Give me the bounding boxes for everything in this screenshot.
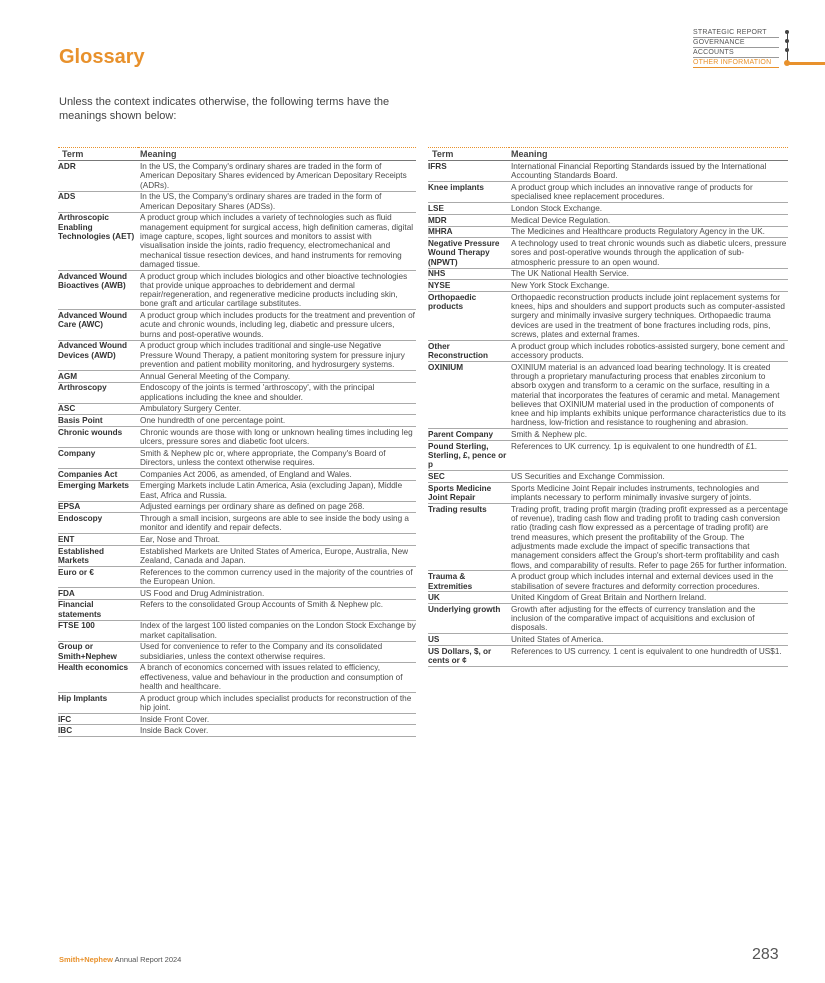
glossary-term: Arthroscopy [58, 382, 138, 403]
glossary-term: ENT [58, 534, 138, 546]
glossary-meaning: A product group which includes specialist products for reconstruction of the hip joint. [138, 692, 416, 713]
glossary-term: LSE [428, 203, 509, 215]
glossary-meaning: The UK National Health Service. [509, 268, 788, 280]
glossary-meaning: United Kingdom of Great Britain and Northern Ireland. [509, 592, 788, 604]
glossary-meaning: A product group which includes internal and external devices used in the stabilisation of severe fractures and deformity correction procedures. [509, 571, 788, 592]
glossary-row [58, 270, 416, 310]
glossary-row [428, 441, 788, 471]
glossary-meaning: A product group which includes traditional and single-use Negative Pressure Wound Therapy, a patient monitoring system for pressure injury prevention and patient mobility monitoring, and hydrosurgery systems. [138, 340, 416, 370]
glossary-meaning: A product group which includes a variety of technologies such as fluid management equipment for surgical access, high definition cameras, digital image capture, scopes, light sources and monitors to assist with visualisation inside the joints, radio frequency, electromechanical and mechanical tissue resection devices, and hand instruments for removing damaged tissue. [138, 212, 416, 270]
glossary-term: US Dollars, $, or cents or ¢ [428, 646, 509, 667]
glossary-term: EPSA [58, 501, 138, 513]
glossary-term: Orthopaedic products [428, 291, 509, 340]
glossary-meaning: Inside Back Cover. [138, 725, 416, 737]
glossary-term: SEC [428, 471, 509, 483]
table-header-row [58, 148, 416, 161]
glossary-row [58, 310, 416, 340]
glossary-row [58, 641, 416, 662]
glossary-meaning: One hundredth of one percentage point. [138, 415, 416, 427]
glossary-term: Euro or € [58, 566, 138, 587]
term-column-header: Term [58, 148, 138, 161]
glossary-row [428, 280, 788, 292]
glossary-term: IFRS [428, 161, 509, 182]
glossary-meaning: Chronic wounds are those with long or unknown healing times including leg ulcers, pressure sores and diabetic foot ulcers. [138, 426, 416, 447]
glossary-term: Health economics [58, 662, 138, 692]
glossary-term: Arthroscopic Enabling Technologies (AET) [58, 212, 138, 270]
glossary-row [58, 662, 416, 692]
glossary-row [428, 429, 788, 441]
glossary-row [58, 382, 416, 403]
glossary-row [58, 370, 416, 382]
nav-other-information[interactable]: OTHER INFORMATION [693, 58, 779, 68]
glossary-row [428, 291, 788, 340]
glossary-meaning: Trading profit, trading profit margin (trading profit expressed as a percentage of revenue), trading cash flow and trading profit to trading cash conversion ratio (trading cash flow expressed as a percentage of trading profit) are trend measures, which present the profitability of the Group. The adjustments made exclude the impact of specific transactions that management considers affect the Group's short-term profitability and cash flows, and comparability of results. Refer to page 265 for further information. [511, 504, 788, 570]
glossary-term: Parent Company [428, 429, 509, 441]
nav-active-bar [787, 62, 825, 65]
glossary-term: Trading results [428, 503, 509, 570]
glossary-meaning: Used for convenience to refer to the Company and its consolidated subsidiaries, unless the context otherwise requires. [138, 641, 416, 662]
glossary-row [428, 592, 788, 604]
glossary-row [428, 203, 788, 215]
glossary-meaning: A product group which includes robotics-assisted surgery, bone cement and accessory products. [509, 340, 788, 361]
glossary-meaning: Inside Front Cover. [138, 713, 416, 725]
glossary-row [428, 482, 788, 503]
glossary-term: Advanced Wound Bioactives (AWB) [58, 270, 138, 310]
nav-dot-icon [785, 48, 789, 52]
glossary-meaning: London Stock Exchange. [509, 203, 788, 215]
glossary-row [58, 415, 416, 427]
glossary-meaning: Endoscopy of the joints is termed 'arthroscopy', with the principal applications including the knee and shoulder. [138, 382, 416, 403]
nav-dot-icon [785, 39, 789, 43]
glossary-meaning: United States of America. [509, 634, 788, 646]
glossary-row [58, 620, 416, 641]
glossary-term: Pound Sterling, Sterling, £, pence or p [428, 441, 509, 471]
glossary-row [58, 426, 416, 447]
glossary-term: IFC [58, 713, 138, 725]
glossary-meaning: Growth after adjusting for the effects of currency translation and the inclusion of the comparative impact of acquisitions and exclusion of disposals. [509, 604, 788, 634]
glossary-term: Other Reconstruction [428, 340, 509, 361]
glossary-table-right [428, 147, 788, 667]
glossary-meaning: Companies Act 2006, as amended, of England and Wales. [138, 468, 416, 480]
glossary-row [428, 361, 788, 428]
glossary-row [58, 403, 416, 415]
meaning-column-header: Meaning [138, 148, 416, 161]
glossary-row [428, 471, 788, 483]
glossary-term: Trauma & Extremities [428, 571, 509, 592]
glossary-meaning: Refers to the consolidated Group Accounts of Smith & Nephew plc. [138, 599, 416, 620]
glossary-term: MHRA [428, 226, 509, 238]
glossary-term: NYSE [428, 280, 509, 292]
glossary-term: ADR [58, 161, 138, 191]
glossary-term: Chronic wounds [58, 426, 138, 447]
nav-accounts[interactable]: ACCOUNTS [693, 48, 779, 58]
glossary-meaning: Adjusted earnings per ordinary share as defined on page 268. [138, 501, 416, 513]
glossary-term: AGM [58, 370, 138, 382]
footer-report: Annual Report 2024 [114, 955, 182, 964]
glossary-term: OXINIUM [428, 361, 509, 428]
glossary-meaning: A technology used to treat chronic wounds such as diabetic ulcers, pressure sores and post-operative wounds through the application of sub-atmospheric pressure to an open wound. [511, 239, 787, 267]
glossary-meaning: US Food and Drug Administration. [138, 587, 416, 599]
glossary-term: ADS [58, 191, 138, 212]
glossary-row [58, 340, 416, 370]
glossary-row [428, 268, 788, 280]
glossary-term: Negative Pressure Wound Therapy (NPWT) [428, 238, 509, 268]
glossary-row [428, 340, 788, 361]
glossary-meaning: OXINIUM material is an advanced load bearing technology. It is created through a proprietary manufacturing process that enables zirconium to absorb oxygen and transform to a ceramic on the surface, resulting in a material that incorporates the features of ceramic and metal. Management believes that OXINIUM material used in the production of components of knee and hip implants exhibits unique performance characteristics due to its hardness, low-friction and resistance to roughening and abrasion. [509, 361, 788, 428]
page-number: 283 [752, 946, 779, 963]
glossary-row [58, 161, 416, 191]
glossary-term: MDR [428, 214, 509, 226]
intro-text: Unless the context indicates otherwise, the following terms have the meanings shown below: [59, 96, 390, 122]
glossary-row [58, 587, 416, 599]
glossary-meaning: New York Stock Exchange. [509, 280, 788, 292]
footer [59, 955, 181, 964]
glossary-term: Emerging Markets [58, 480, 138, 501]
glossary-row [58, 191, 416, 212]
glossary-meaning: Orthopaedic reconstruction products include joint replacement systems for knees, hips and shoulders and support products such as computer-assisted surgery and minimally invasive surgery techniques. Orthopaedic trauma devices are used in the treatment of bone fractures including rods, pins, screws, plates and external frames. [509, 291, 788, 340]
glossary-row [58, 545, 416, 566]
glossary-term: Established Markets [58, 545, 138, 566]
glossary-row [58, 468, 416, 480]
glossary-row [58, 713, 416, 725]
glossary-term: Hip Implants [58, 692, 138, 713]
glossary-row [58, 212, 416, 270]
glossary-term: Company [58, 447, 138, 468]
glossary-row [428, 604, 788, 634]
glossary-meaning: International Financial Reporting Standards issued by the International Accounting Standards Board. [509, 161, 788, 182]
glossary-row [58, 480, 416, 501]
glossary-meaning: Medical Device Regulation. [509, 214, 788, 226]
glossary-row [58, 566, 416, 587]
glossary-row [428, 226, 788, 238]
meaning-column-header: Meaning [509, 148, 788, 161]
glossary-rows-right [428, 161, 788, 667]
glossary-row [428, 214, 788, 226]
glossary-table-left [58, 147, 416, 737]
glossary-row [58, 447, 416, 468]
glossary-term: Endoscopy [58, 513, 138, 534]
glossary-term: Financial statements [58, 599, 138, 620]
section-nav [693, 28, 825, 68]
glossary-meaning: In the US, the Company's ordinary shares are traded in the form of American Depositary Shares evidenced by American Depositary Receipts (ADRs). [138, 161, 416, 191]
glossary-term: FTSE 100 [58, 620, 138, 641]
term-column-header: Term [428, 148, 509, 161]
glossary-meaning: Through a small incision, surgeons are able to see inside the body using a monitor and identify and repair defects. [138, 513, 416, 534]
glossary-meaning: Sports Medicine Joint Repair includes instruments, technologies and implants necessary to perform minimally invasive surgery of joints. [509, 482, 788, 503]
glossary-term: Advanced Wound Care (AWC) [58, 310, 138, 340]
glossary-meaning: The Medicines and Healthcare products Regulatory Agency in the UK. [509, 226, 788, 238]
glossary-row [428, 571, 788, 592]
glossary-meaning: Established Markets are United States of America, Europe, Australia, New Zealand, Canada and Japan. [138, 545, 416, 566]
glossary-row [428, 503, 788, 570]
glossary-meaning: A product group which includes products for the treatment and prevention of acute and chronic wounds, including leg, diabetic and pressure ulcers, burns and post-operative wounds. [140, 311, 415, 339]
glossary-term: ASC [58, 403, 138, 415]
glossary-rows-left [58, 161, 416, 737]
glossary-term: Underlying growth [428, 604, 509, 634]
nav-dot-icon [785, 30, 789, 34]
nav-strategic-report[interactable]: STRATEGIC REPORT [693, 28, 779, 38]
glossary-term: Group or Smith+Nephew [58, 641, 138, 662]
glossary-meaning: References to the common currency used in the majority of the countries of the European Union. [138, 566, 416, 587]
glossary-meaning: Smith & Nephew plc. [509, 429, 788, 441]
glossary-row [428, 161, 788, 182]
glossary-term: Sports Medicine Joint Repair [428, 482, 509, 503]
glossary-row [58, 599, 416, 620]
glossary-meaning: In the US, the Company's ordinary shares are traded in the form of American Depositary Shares (ADSs). [138, 191, 416, 212]
glossary-term: Advanced Wound Devices (AWD) [58, 340, 138, 370]
glossary-row [58, 692, 416, 713]
glossary-term: Knee implants [428, 182, 509, 203]
glossary-meaning: US Securities and Exchange Commission. [509, 471, 788, 483]
glossary-meaning: References to US currency. 1 cent is equivalent to one hundredth of US$1. [509, 646, 788, 667]
glossary-row [428, 646, 788, 667]
glossary-row [58, 501, 416, 513]
glossary-meaning: A product group which includes biologics and other bioactive technologies that provide unique approaches to debridement and dermal repair/regeneration, and regenerative medicine products including skin, bone graft and articular cartilage substitutes. [138, 270, 416, 310]
glossary-meaning: A product group which includes an innovative range of products for specialised knee replacement procedures. [509, 182, 788, 203]
glossary-row [58, 725, 416, 737]
glossary-term: UK [428, 592, 509, 604]
table-header-row [428, 148, 788, 161]
glossary-row [428, 238, 788, 268]
glossary-meaning: Smith & Nephew plc or, where appropriate, the Company's Board of Directors, unless the context otherwise requires. [138, 447, 416, 468]
glossary-meaning: References to UK currency. 1p is equivalent to one hundredth of £1. [509, 441, 788, 471]
glossary-term: FDA [58, 587, 138, 599]
glossary-row [428, 634, 788, 646]
glossary-meaning: Annual General Meeting of the Company. [138, 370, 416, 382]
glossary-meaning: Ear, Nose and Throat. [138, 534, 416, 546]
footer-brand: Smith+Nephew [59, 955, 113, 964]
glossary-row [58, 534, 416, 546]
glossary-row [58, 513, 416, 534]
glossary-meaning: A branch of economics concerned with issues related to efficiency, effectiveness, value and behaviour in the production and consumption of health and healthcare. [138, 662, 416, 692]
nav-governance[interactable]: GOVERNANCE [693, 38, 779, 48]
glossary-meaning: Emerging Markets include Latin America, Asia (excluding Japan), Middle East, Africa and Russia. [138, 480, 416, 501]
glossary-term: IBC [58, 725, 138, 737]
glossary-row [428, 182, 788, 203]
page-title: Glossary [59, 46, 145, 68]
glossary-term: US [428, 634, 509, 646]
glossary-term: Basis Point [58, 415, 138, 427]
glossary-meaning: Ambulatory Surgery Center. [138, 403, 416, 415]
glossary-meaning: Index of the largest 100 listed companies on the London Stock Exchange by market capitalisation. [140, 621, 416, 640]
glossary-term: NHS [428, 268, 509, 280]
glossary-term: Companies Act [58, 468, 138, 480]
